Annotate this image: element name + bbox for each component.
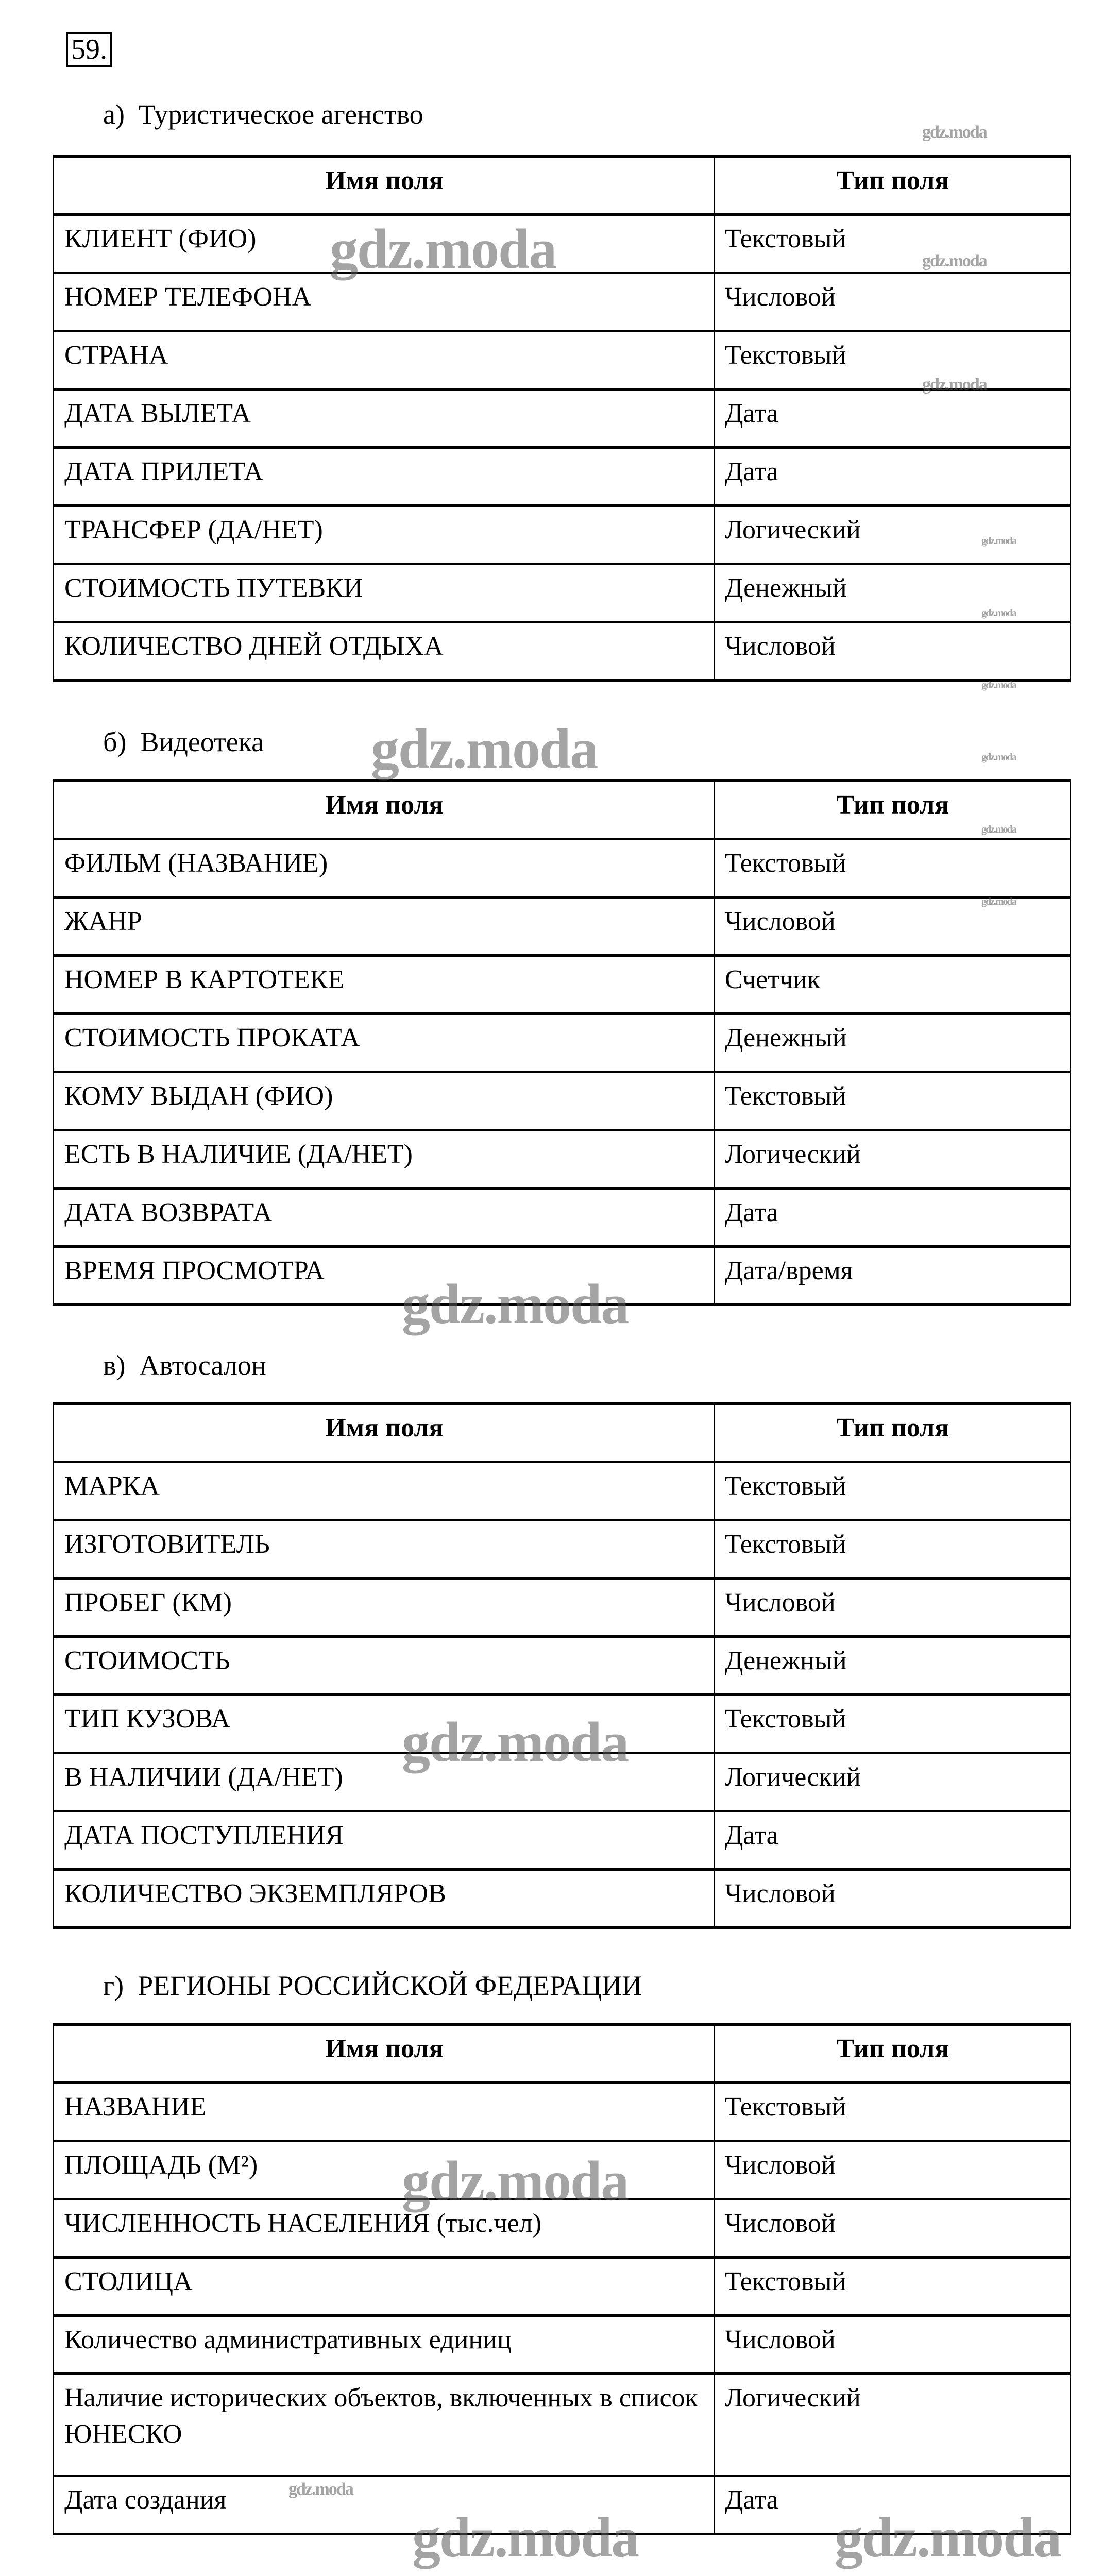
table-row <box>54 564 1071 622</box>
field-name-cell: ИЗГОТОВИТЕЛЬ <box>54 1520 714 1579</box>
field-name-cell: ФИЛЬМ (НАЗВАНИЕ) <box>54 839 714 897</box>
table-row <box>54 2083 1071 2141</box>
field-type-cell: Дата <box>714 1189 1071 1247</box>
field-type-cell: Текстовый <box>714 1695 1071 1753</box>
field-name-cell: Наличие исторических объектов, включенных в список ЮНЕСКО <box>54 2374 714 2476</box>
table-row <box>54 622 1071 681</box>
field-name-cell: ПЛОЩАДЬ (М²) <box>54 2141 714 2199</box>
watermark: gdz.moda <box>330 217 556 280</box>
table-row <box>54 2316 1071 2374</box>
field-name-cell: НАЗВАНИЕ <box>54 2083 714 2141</box>
table-row <box>54 1753 1071 1811</box>
field-name-cell: ПРОБЕГ (КМ) <box>54 1579 714 1637</box>
watermark: gdz.moda <box>402 1710 629 1773</box>
header-field-name: Имя поля <box>54 2025 714 2083</box>
watermark: gdz.moda <box>981 607 1016 619</box>
watermark: gdz.moda <box>288 2480 353 2499</box>
table-row <box>54 506 1071 564</box>
field-name-cell: КОЛИЧЕСТВО ДНЕЙ ОТДЫХА <box>54 622 714 681</box>
field-name-cell: ДАТА ПРИЛЕТА <box>54 448 714 506</box>
table-header-row <box>54 1404 1071 1462</box>
table-row <box>54 448 1071 506</box>
field-type-cell: Дата <box>714 448 1071 506</box>
field-type-cell: Числовой <box>714 1579 1071 1637</box>
field-type-cell: Логический <box>714 2374 1071 2476</box>
field-type-cell: Числовой <box>714 2316 1071 2374</box>
table-row <box>54 1072 1071 1130</box>
field-type-cell: Текстовый <box>714 215 1071 273</box>
field-type-cell: Числовой <box>714 2141 1071 2199</box>
table-row <box>54 1637 1071 1695</box>
watermark: gdz.moda <box>922 123 987 142</box>
table-header-row <box>54 781 1071 839</box>
field-name-cell: КЛИЕНТ (ФИО) <box>54 215 714 273</box>
table-row <box>54 389 1071 448</box>
field-name-cell: Дата создания <box>54 2476 714 2534</box>
section-label: г) РЕГИОНЫ РОССИЙСКОЙ ФЕДЕРАЦИИ <box>103 1970 642 2001</box>
field-type-cell: Логический <box>714 1753 1071 1811</box>
table-row <box>54 1462 1071 1520</box>
table-header-row <box>54 2025 1071 2083</box>
field-type-cell: Дата <box>714 1811 1071 1870</box>
field-type-cell: Текстовый <box>714 1520 1071 1579</box>
table-row <box>54 1695 1071 1753</box>
header-field-name: Имя поля <box>54 157 714 215</box>
field-type-cell: Числовой <box>714 273 1071 331</box>
table-row <box>54 1130 1071 1189</box>
field-type-cell: Числовой <box>714 897 1071 956</box>
watermark: gdz.moda <box>922 251 987 270</box>
table-row <box>54 2141 1071 2199</box>
header-field-type: Тип поля <box>714 2025 1071 2083</box>
field-name-cell: ДАТА ВОЗВРАТА <box>54 1189 714 1247</box>
watermark: gdz.moda <box>402 2149 629 2212</box>
section-label: а) Туристическое агенство <box>103 99 423 130</box>
field-type-cell: Дата <box>714 389 1071 448</box>
field-type-cell: Логический <box>714 506 1071 564</box>
field-name-cell: КОМУ ВЫДАН (ФИО) <box>54 1072 714 1130</box>
field-name-cell: СТОИМОСТЬ ПРОКАТА <box>54 1014 714 1072</box>
table-row <box>54 273 1071 331</box>
field-name-cell: НОМЕР В КАРТОТЕКЕ <box>54 956 714 1014</box>
field-name-cell: СТРАНА <box>54 331 714 389</box>
table-row <box>54 1247 1071 1305</box>
table-row <box>54 1579 1071 1637</box>
table-row <box>54 2258 1071 2316</box>
field-type-cell: Логический <box>714 1130 1071 1189</box>
field-name-cell: ДАТА ПОСТУПЛЕНИЯ <box>54 1811 714 1870</box>
watermark: gdz.moda <box>922 375 987 394</box>
field-type-cell: Текстовый <box>714 839 1071 897</box>
field-type-cell: Денежный <box>714 1637 1071 1695</box>
table-row <box>54 1520 1071 1579</box>
field-type-cell: Текстовый <box>714 331 1071 389</box>
table-row <box>54 956 1071 1014</box>
table-row <box>54 897 1071 956</box>
field-type-cell: Дата <box>714 2476 1071 2534</box>
field-name-cell: СТОИМОСТЬ <box>54 1637 714 1695</box>
field-name-cell: ЕСТЬ В НАЛИЧИЕ (ДА/НЕТ) <box>54 1130 714 1189</box>
exercise-number: 59. <box>66 32 112 67</box>
watermark: gdz.moda <box>981 896 1016 907</box>
watermark: gdz.moda <box>981 824 1016 835</box>
field-type-cell: Текстовый <box>714 1462 1071 1520</box>
field-name-cell: ЧИСЛЕННОСТЬ НАСЕЛЕНИЯ (тыс.чел) <box>54 2199 714 2258</box>
fields-table <box>53 155 1071 682</box>
field-type-cell: Числовой <box>714 622 1071 681</box>
field-type-cell: Счетчик <box>714 956 1071 1014</box>
table-row <box>54 331 1071 389</box>
watermark: gdz.moda <box>981 535 1016 547</box>
field-name-cell: КОЛИЧЕСТВО ЭКЗЕМПЛЯРОВ <box>54 1870 714 1928</box>
field-type-cell: Числовой <box>714 2199 1071 2258</box>
field-name-cell: ВРЕМЯ ПРОСМОТРА <box>54 1247 714 1305</box>
table-row <box>54 2374 1071 2476</box>
watermark: gdz.moda <box>835 2506 1061 2569</box>
table-row <box>54 2199 1071 2258</box>
field-name-cell: ДАТА ВЫЛЕТА <box>54 389 714 448</box>
field-type-cell: Дата/время <box>714 1247 1071 1305</box>
field-name-cell: Количество административных единиц <box>54 2316 714 2374</box>
section-label: в) Автосалон <box>103 1350 266 1381</box>
header-field-name: Имя поля <box>54 1404 714 1462</box>
table-row <box>54 1870 1071 1928</box>
watermark: gdz.moda <box>371 717 598 780</box>
field-type-cell: Денежный <box>714 564 1071 622</box>
field-name-cell: НОМЕР ТЕЛЕФОНА <box>54 273 714 331</box>
table-row <box>54 1189 1071 1247</box>
watermark: gdz.moda <box>981 752 1016 763</box>
watermark: gdz.moda <box>412 2506 639 2569</box>
field-name-cell: СТОЛИЦА <box>54 2258 714 2316</box>
field-name-cell: ТИП КУЗОВА <box>54 1695 714 1753</box>
fields-table <box>53 779 1071 1306</box>
watermark: gdz.moda <box>981 680 1016 691</box>
field-type-cell: Числовой <box>714 1870 1071 1928</box>
table-row <box>54 1014 1071 1072</box>
table-row <box>54 1811 1071 1870</box>
header-field-name: Имя поля <box>54 781 714 839</box>
header-field-type: Тип поля <box>714 781 1071 839</box>
table-header-row <box>54 157 1071 215</box>
field-type-cell: Текстовый <box>714 1072 1071 1130</box>
field-name-cell: В НАЛИЧИИ (ДА/НЕТ) <box>54 1753 714 1811</box>
header-field-type: Тип поля <box>714 1404 1071 1462</box>
header-field-type: Тип поля <box>714 157 1071 215</box>
field-name-cell: ТРАНСФЕР (ДА/НЕТ) <box>54 506 714 564</box>
field-type-cell: Текстовый <box>714 2258 1071 2316</box>
fields-table <box>53 2023 1071 2535</box>
table-row <box>54 839 1071 897</box>
fields-table <box>53 1402 1071 1929</box>
field-name-cell: СТОИМОСТЬ ПУТЕВКИ <box>54 564 714 622</box>
field-name-cell: ЖАНР <box>54 897 714 956</box>
table-row <box>54 215 1071 273</box>
watermark: gdz.moda <box>402 1273 629 1335</box>
field-name-cell: МАРКА <box>54 1462 714 1520</box>
table-row <box>54 2476 1071 2534</box>
section-label: б) Видеотека <box>103 726 264 757</box>
field-type-cell: Денежный <box>714 1014 1071 1072</box>
field-type-cell: Текстовый <box>714 2083 1071 2141</box>
